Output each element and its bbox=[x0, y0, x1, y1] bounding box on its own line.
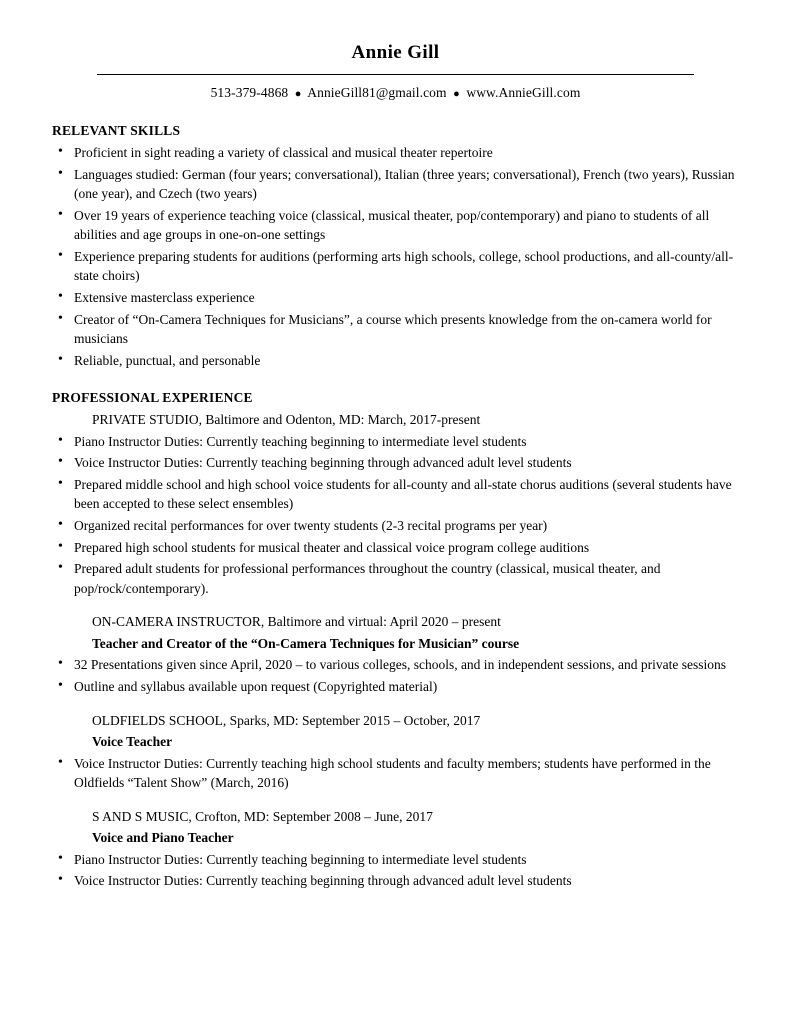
list-item: • Outline and syllabus available upon request (Copyrighted material) bbox=[52, 677, 739, 697]
job-entry bbox=[52, 612, 739, 696]
list-item: • Piano Instructor Duties: Currently teaching beginning to intermediate level students bbox=[52, 850, 739, 870]
job-title: S AND S MUSIC, Crofton, MD: September 2008 – June, 2017 bbox=[92, 808, 433, 824]
job-duties-list bbox=[52, 655, 739, 696]
job-entry bbox=[52, 711, 739, 793]
list-item: • Creator of “On-Camera Techniques for Musicians”, a course which presents knowledge from the on-camera world for musicians bbox=[52, 310, 739, 349]
list-item: • Proficient in sight reading a variety of classical and musical theater repertoire bbox=[52, 143, 739, 163]
list-item: • Over 19 years of experience teaching voice (classical, musical theater, pop/contemporary) and piano to students of all abilities and age groups in one-on-one settings bbox=[52, 206, 739, 245]
header-divider bbox=[97, 74, 694, 75]
list-item: • Reliable, punctual, and personable bbox=[52, 351, 739, 371]
list-item: • 32 Presentations given since April, 2020 – to various colleges, schools, and in independent sessions, and private sessions bbox=[52, 655, 739, 675]
job-duties-list bbox=[52, 432, 739, 599]
list-item: • Voice Instructor Duties: Currently teaching high school students and faculty members; students have performed in the Oldfields “Talent Show” (March, 2016) bbox=[52, 754, 739, 793]
list-item: • Voice Instructor Duties: Currently teaching beginning through advanced adult level students bbox=[52, 453, 739, 473]
list-item: • Prepared middle school and high school voice students for all-county and all-state chorus auditions (several students have been accepted to these select ensembles) bbox=[52, 475, 739, 514]
list-item: • Prepared adult students for professional performances throughout the country (classical, musical theater, and pop/rock/contemporary). bbox=[52, 559, 739, 598]
job-entry bbox=[52, 807, 739, 891]
section-heading-relevant-skills: RELEVANT SKILLS bbox=[52, 123, 181, 138]
phone-number: 513-379-4868 bbox=[210, 85, 289, 100]
email-address: AnnieGill81@gmail.com bbox=[307, 85, 447, 100]
bullet-separator-icon: ● bbox=[453, 87, 460, 100]
list-item: • Languages studied: German (four years; conversational), Italian (three years; conversational), French (two years), Russian (one year), and Czech (two years) bbox=[52, 165, 739, 204]
job-duties-list bbox=[52, 754, 739, 793]
list-item: • Piano Instructor Duties: Currently teaching beginning to intermediate level students bbox=[52, 432, 739, 452]
list-item: • Prepared high school students for musical theater and classical voice program college auditions bbox=[52, 538, 739, 558]
job-entry bbox=[52, 410, 739, 598]
job-subtitle: Voice and Piano Teacher bbox=[92, 830, 234, 846]
bullet-separator-icon: ● bbox=[294, 87, 302, 100]
job-subtitle: Voice Teacher bbox=[92, 734, 173, 750]
relevant-skills-list bbox=[52, 143, 739, 370]
job-subtitle: Teacher and Creator of the “On-Camera Techniques for Musician” course bbox=[92, 635, 520, 651]
list-item: • Voice Instructor Duties: Currently teaching beginning through advanced adult level students bbox=[52, 871, 739, 891]
job-title: OLDFIELDS SCHOOL, Sparks, MD: September 2015 – October, 2017 bbox=[92, 712, 481, 728]
list-item: • Experience preparing students for auditions (performing arts high schools, college, school productions, and all-county/all-state choirs) bbox=[52, 247, 739, 286]
section-heading-professional-experience: PROFESSIONAL EXPERIENCE bbox=[52, 390, 253, 406]
job-title: ON-CAMERA INSTRUCTOR, Baltimore and virtual: April 2020 – present bbox=[92, 614, 501, 630]
list-item: • Organized recital performances for over twenty students (2-3 recital programs per year) bbox=[52, 516, 739, 536]
website-url: www.AnnieGill.com bbox=[466, 85, 581, 100]
list-item: • Extensive masterclass experience bbox=[52, 288, 739, 308]
job-title: PRIVATE STUDIO, Baltimore and Odenton, MD: March, 2017-present bbox=[92, 412, 481, 428]
page-title: Annie Gill bbox=[351, 42, 440, 63]
contact-line bbox=[52, 85, 739, 101]
job-duties-list bbox=[52, 850, 739, 891]
